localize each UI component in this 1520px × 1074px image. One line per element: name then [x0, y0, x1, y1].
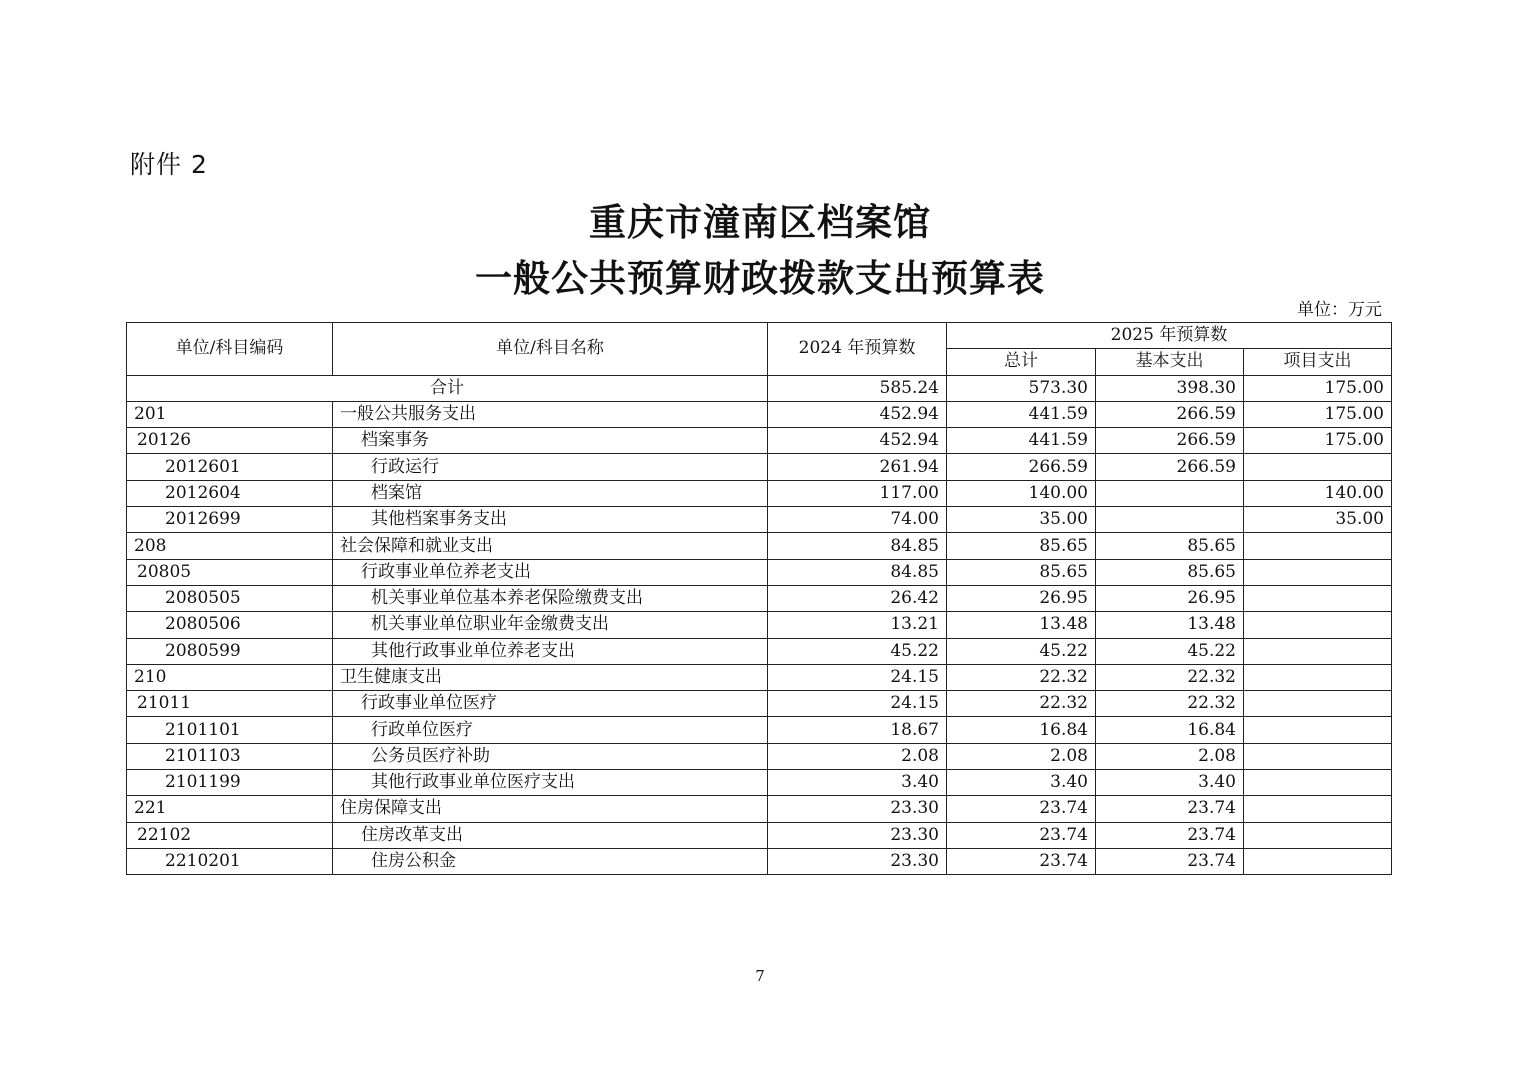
cell-project	[1244, 585, 1392, 611]
cell-name: 其他档案事务支出	[333, 507, 768, 533]
cell-basic: 2.08	[1096, 743, 1244, 769]
cell-basic: 23.74	[1096, 822, 1244, 848]
cell-prev: 24.15	[768, 664, 947, 690]
table-row	[127, 559, 1392, 585]
cell-total: 22.32	[947, 664, 1096, 690]
cell-basic: 26.95	[1096, 585, 1244, 611]
cell-total: 26.95	[947, 585, 1096, 611]
cell-code: 201	[127, 401, 333, 427]
table-row	[127, 848, 1392, 874]
cell-basic: 23.74	[1096, 796, 1244, 822]
table-row	[127, 454, 1392, 480]
table-row	[127, 822, 1392, 848]
cell-prev: 3.40	[768, 770, 947, 796]
table-row	[127, 507, 1392, 533]
cell-project: 35.00	[1244, 507, 1392, 533]
cell-name: 一般公共服务支出	[333, 401, 768, 427]
cell-code: 20126	[127, 428, 333, 454]
attachment-label: 附件 2	[130, 150, 208, 179]
cell-project	[1244, 796, 1392, 822]
cell-project: 140.00	[1244, 480, 1392, 506]
table-row	[127, 717, 1392, 743]
cell-basic: 22.32	[1096, 691, 1244, 717]
header-total: 总计	[947, 349, 1096, 375]
cell-prev: 74.00	[768, 507, 947, 533]
cell-prev: 2.08	[768, 743, 947, 769]
cell-prev: 13.21	[768, 612, 947, 638]
cell-prev: 23.30	[768, 822, 947, 848]
cell-name: 社会保障和就业支出	[333, 533, 768, 559]
total-prev: 585.24	[768, 375, 947, 401]
cell-basic	[1096, 507, 1244, 533]
cell-name: 行政事业单位养老支出	[333, 559, 768, 585]
table-row	[127, 770, 1392, 796]
header-basic: 基本支出	[1096, 349, 1244, 375]
cell-project	[1244, 770, 1392, 796]
cell-basic: 266.59	[1096, 401, 1244, 427]
cell-code: 2012699	[127, 507, 333, 533]
table-row	[127, 480, 1392, 506]
cell-project	[1244, 848, 1392, 874]
cell-total: 23.74	[947, 796, 1096, 822]
cell-basic: 23.74	[1096, 848, 1244, 874]
cell-prev: 84.85	[768, 533, 947, 559]
cell-name: 机关事业单位基本养老保险缴费支出	[333, 585, 768, 611]
cell-name: 其他行政事业单位养老支出	[333, 638, 768, 664]
table-row	[127, 743, 1392, 769]
header-code: 单位/科目编码	[127, 323, 333, 376]
cell-basic: 85.65	[1096, 559, 1244, 585]
header-2024-budget: 2024 年预算数	[768, 323, 947, 376]
cell-project	[1244, 638, 1392, 664]
cell-code: 2080505	[127, 585, 333, 611]
cell-code: 208	[127, 533, 333, 559]
cell-prev: 45.22	[768, 638, 947, 664]
cell-code: 20805	[127, 559, 333, 585]
header-row	[127, 323, 1392, 349]
header-2025-budget-group: 2025 年预算数	[947, 323, 1392, 349]
cell-project	[1244, 743, 1392, 769]
cell-code: 2012604	[127, 480, 333, 506]
cell-code: 2080506	[127, 612, 333, 638]
total-project: 175.00	[1244, 375, 1392, 401]
cell-code: 2101103	[127, 743, 333, 769]
cell-name: 行政单位医疗	[333, 717, 768, 743]
cell-name: 住房改革支出	[333, 822, 768, 848]
header-name: 单位/科目名称	[333, 323, 768, 376]
cell-total: 13.48	[947, 612, 1096, 638]
cell-total: 22.32	[947, 691, 1096, 717]
cell-code: 2012601	[127, 454, 333, 480]
cell-total: 45.22	[947, 638, 1096, 664]
cell-total: 2.08	[947, 743, 1096, 769]
cell-project	[1244, 612, 1392, 638]
cell-project	[1244, 691, 1392, 717]
cell-code: 210	[127, 664, 333, 690]
table-row	[127, 428, 1392, 454]
table-row	[127, 638, 1392, 664]
cell-project	[1244, 717, 1392, 743]
cell-total: 23.74	[947, 822, 1096, 848]
cell-basic: 266.59	[1096, 428, 1244, 454]
cell-basic: 85.65	[1096, 533, 1244, 559]
cell-total: 266.59	[947, 454, 1096, 480]
cell-code: 21011	[127, 691, 333, 717]
cell-code: 2101101	[127, 717, 333, 743]
total-total: 573.30	[947, 375, 1096, 401]
cell-code: 2080599	[127, 638, 333, 664]
cell-prev: 452.94	[768, 401, 947, 427]
cell-name: 公务员医疗补助	[333, 743, 768, 769]
table-row	[127, 664, 1392, 690]
cell-code: 2101199	[127, 770, 333, 796]
table-row	[127, 691, 1392, 717]
total-basic: 398.30	[1096, 375, 1244, 401]
budget-table	[126, 322, 1392, 875]
cell-project	[1244, 559, 1392, 585]
total-row	[127, 375, 1392, 401]
cell-project	[1244, 533, 1392, 559]
cell-name: 其他行政事业单位医疗支出	[333, 770, 768, 796]
document-title-line2: 一般公共预算财政拨款支出预算表	[475, 257, 1045, 300]
cell-basic: 45.22	[1096, 638, 1244, 664]
table-row	[127, 585, 1392, 611]
cell-name: 卫生健康支出	[333, 664, 768, 690]
page-number: 7	[755, 967, 765, 985]
cell-project: 175.00	[1244, 401, 1392, 427]
document-title-line1: 重庆市潼南区档案馆	[589, 201, 931, 244]
cell-total: 85.65	[947, 533, 1096, 559]
cell-total: 16.84	[947, 717, 1096, 743]
cell-basic: 266.59	[1096, 454, 1244, 480]
cell-project: 175.00	[1244, 428, 1392, 454]
cell-name: 行政运行	[333, 454, 768, 480]
cell-total: 140.00	[947, 480, 1096, 506]
cell-total: 441.59	[947, 401, 1096, 427]
cell-prev: 261.94	[768, 454, 947, 480]
cell-prev: 23.30	[768, 848, 947, 874]
cell-project	[1244, 454, 1392, 480]
unit-label: 单位：万元	[1297, 300, 1382, 320]
cell-prev: 452.94	[768, 428, 947, 454]
cell-name: 住房公积金	[333, 848, 768, 874]
cell-prev: 117.00	[768, 480, 947, 506]
cell-project	[1244, 822, 1392, 848]
table-row	[127, 401, 1392, 427]
cell-basic: 16.84	[1096, 717, 1244, 743]
header-project: 项目支出	[1244, 349, 1392, 375]
cell-basic: 22.32	[1096, 664, 1244, 690]
cell-prev: 84.85	[768, 559, 947, 585]
cell-basic: 3.40	[1096, 770, 1244, 796]
cell-name: 档案馆	[333, 480, 768, 506]
cell-code: 22102	[127, 822, 333, 848]
cell-name: 机关事业单位职业年金缴费支出	[333, 612, 768, 638]
cell-project	[1244, 664, 1392, 690]
cell-basic	[1096, 480, 1244, 506]
cell-name: 行政事业单位医疗	[333, 691, 768, 717]
table-row	[127, 796, 1392, 822]
cell-code: 2210201	[127, 848, 333, 874]
cell-name: 档案事务	[333, 428, 768, 454]
table-row	[127, 612, 1392, 638]
cell-total: 441.59	[947, 428, 1096, 454]
cell-prev: 26.42	[768, 585, 947, 611]
cell-prev: 24.15	[768, 691, 947, 717]
cell-code: 221	[127, 796, 333, 822]
cell-total: 23.74	[947, 848, 1096, 874]
cell-prev: 18.67	[768, 717, 947, 743]
cell-prev: 23.30	[768, 796, 947, 822]
cell-total: 35.00	[947, 507, 1096, 533]
cell-total: 85.65	[947, 559, 1096, 585]
cell-name: 住房保障支出	[333, 796, 768, 822]
total-label: 合计	[127, 375, 768, 401]
table-row	[127, 533, 1392, 559]
cell-total: 3.40	[947, 770, 1096, 796]
cell-basic: 13.48	[1096, 612, 1244, 638]
